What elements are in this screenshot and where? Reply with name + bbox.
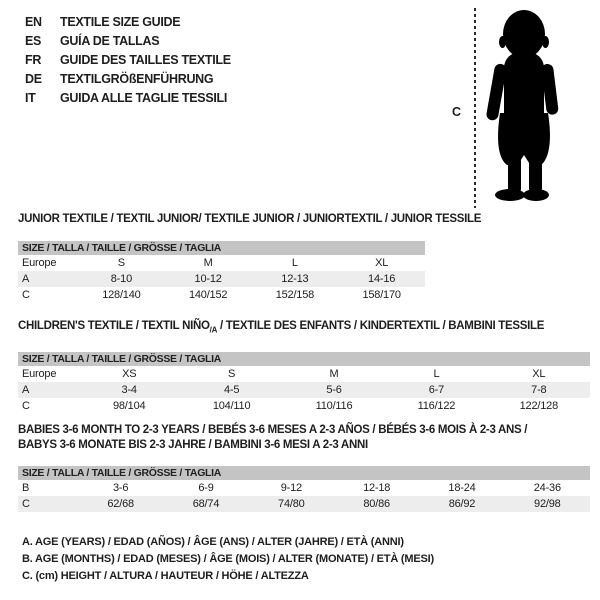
table-cell: L [433, 368, 440, 381]
table-cell: 98/104 [112, 400, 146, 413]
section-junior-textile [18, 212, 482, 303]
section-title-line1: BABIES 3-6 MONTH TO 2-3 YEARS / BEBÉS 3-6 MESES A 2-3 AÑOS / BÉBÉS 3-6 MOIS À 2-3 ANS / [18, 424, 528, 436]
section-title-text: CHILDREN'S TEXTILE / TEXTIL NIÑO [18, 320, 210, 332]
size-header-bar: SIZE / TALLA / TAILLE / GRÖSSE / TAGLIA [18, 241, 425, 255]
baby-silhouette [483, 8, 565, 204]
section-babies-textile [18, 423, 590, 512]
language-label: GUIDA ALLE TAGLIE TESSILI [60, 91, 228, 105]
row-label: Europe [22, 368, 57, 381]
row-label: A [22, 273, 30, 285]
row-label: A [22, 384, 30, 397]
section-title-subscript: /A [209, 325, 218, 335]
table-cell: M [329, 368, 339, 381]
table-cell: 110/116 [315, 400, 353, 413]
table-cell: 7-8 [531, 384, 547, 397]
row-label: C [22, 289, 30, 301]
table-row [18, 382, 590, 398]
table-cell: 158/170 [362, 289, 401, 301]
table-cell: XL [532, 368, 546, 381]
table-cell: 116/122 [417, 400, 456, 413]
language-code: ES [25, 34, 42, 48]
table-cell: 68/74 [192, 498, 220, 510]
table-cell: 140/152 [188, 289, 228, 301]
language-code: FR [25, 53, 42, 67]
table-cell: 6-7 [428, 384, 445, 397]
language-code: IT [25, 91, 36, 105]
footnotes [22, 534, 434, 585]
footnote-c: C. (cm) HEIGHT / ALTURA / HAUTEUR / HÖHE / ALTEZZA [22, 570, 309, 582]
table-row [18, 366, 590, 382]
table-cell: 104/110 [212, 400, 251, 413]
language-row-en [25, 13, 231, 32]
table-cell: 8-10 [110, 273, 132, 285]
language-label: TEXTILE SIZE GUIDE [60, 15, 181, 29]
table-cell: 152/158 [275, 289, 315, 301]
table-cell: 18-24 [448, 482, 476, 494]
table-cell: 3-6 [113, 482, 129, 494]
size-header-bar: SIZE / TALLA / TAILLE / GRÖSSE / TAGLIA [18, 466, 590, 480]
row-label: C [22, 400, 30, 413]
table-cell: 6-9 [198, 482, 214, 494]
table-cell: S [228, 368, 236, 381]
language-list [25, 13, 231, 108]
table-cell: 122/128 [519, 400, 559, 413]
table-cell: 86/92 [448, 498, 476, 510]
table-row [18, 271, 425, 287]
height-measure-dashed-line [474, 8, 476, 208]
table-cell: 14-16 [368, 273, 396, 285]
size-header-bar: SIZE / TALLA / TAILLE / GRÖSSE / TAGLIA [18, 352, 590, 366]
row-label: Europe [22, 257, 57, 269]
table-cell: 128/140 [102, 289, 141, 301]
row-label: B [22, 482, 30, 494]
table-cell: 4-5 [223, 384, 240, 397]
language-row-it [25, 89, 231, 108]
table-cell: 92/98 [534, 498, 561, 510]
table-cell: 24-36 [533, 482, 561, 494]
footnote-a: A. AGE (YEARS) / EDAD (AÑOS) / ÂGE (ANS) / ALTER (JAHRE) / ETÀ (ANNI) [22, 536, 404, 548]
table-cell: XL [375, 257, 389, 269]
section-childrens-textile [18, 319, 590, 414]
table-cell: 80/86 [363, 498, 390, 510]
language-row-fr [25, 51, 231, 70]
table-cell: 12-18 [363, 482, 391, 494]
language-row-es [25, 32, 231, 51]
table-row [18, 255, 425, 271]
footnote-b: B. AGE (MONTHS) / EDAD (MESES) / ÂGE (MOIS) / ALTER (MONATE) / ETÀ (MESI) [22, 553, 434, 565]
language-label: TEXTILGRÖßENFÜHRUNG [60, 72, 214, 86]
row-label: C [22, 498, 30, 510]
language-label: GUÍA DE TALLAS [60, 34, 160, 48]
table-cell: 62/68 [107, 498, 134, 510]
table-cell: S [117, 257, 125, 269]
table-row [18, 496, 590, 512]
table-cell: 10-12 [194, 273, 222, 285]
table-cell: 5-6 [326, 384, 342, 397]
language-code: DE [25, 72, 42, 86]
language-label: GUIDE DES TAILLES TEXTILE [60, 53, 231, 67]
table-row [18, 480, 590, 496]
table-cell: XS [122, 368, 137, 381]
section-title-line2: BABYS 3-6 MONATE BIS 2-3 JAHRE / BAMBINI 3-6 MESI A 2-3 ANNI [18, 439, 368, 451]
table-cell: 9-12 [280, 482, 302, 494]
table-cell: 74/80 [278, 498, 305, 510]
section-title [18, 319, 590, 337]
table-row [18, 287, 425, 303]
table-cell: L [291, 257, 298, 269]
table-cell: 12-13 [281, 273, 309, 285]
language-code: EN [25, 15, 42, 29]
height-measure-label: C [452, 105, 462, 119]
language-row-de [25, 70, 231, 89]
section-title-text: / TEXTILE DES ENFANTS / KINDERTEXTIL / BAMBINI TESSILE [217, 320, 545, 332]
table-cell: 3-4 [121, 384, 137, 397]
table-cell: M [203, 257, 213, 269]
section-title: JUNIOR TEXTILE / TEXTIL JUNIOR/ TEXTILE JUNIOR / JUNIORTEXTIL / JUNIOR TESSILE [18, 213, 482, 225]
table-row [18, 398, 590, 414]
